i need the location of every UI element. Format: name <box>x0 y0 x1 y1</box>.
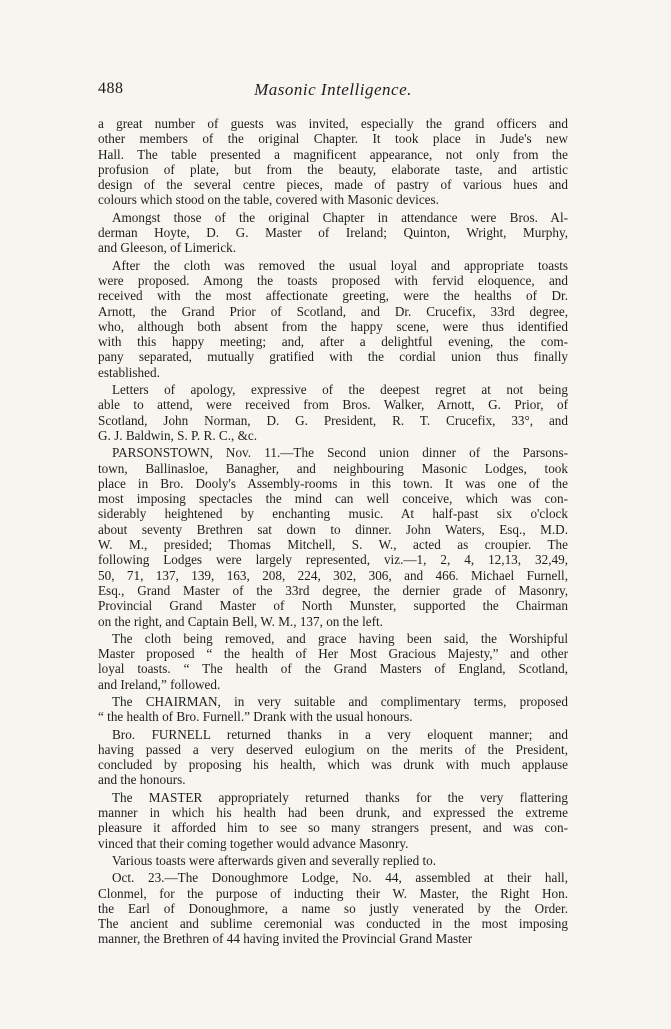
text-line: on the right, and Captain Bell, W. M., 137, on the left. <box>98 613 383 629</box>
text-line: most imposing spectacles the mind can well conceive, which was con- <box>98 491 568 507</box>
text-line: colours which stood on the table, covered with Masonic devices. <box>98 192 439 208</box>
paragraph <box>98 631 568 692</box>
text-line: established. <box>98 364 160 380</box>
text-line: vinced that their coming together would advance Masonry. <box>98 835 409 851</box>
page-number: 488 <box>98 80 124 97</box>
text-line: and the honours. <box>98 772 186 788</box>
text-line: “ the health of Bro. Furnell.” Drank with the usual honours. <box>98 709 413 725</box>
text-line: following Lodges were largely represented, viz.—1, 2, 4, 12,13, 32,49, <box>98 552 568 568</box>
text-line: Letters of apology, expressive of the deepest regret at not being <box>112 382 568 398</box>
text-line: Amongst those of the original Chapter in attendance were Bros. Al- <box>112 209 568 225</box>
text-line: able to attend, were received from Bros. Walker, Arnott, G. Prior, of <box>98 397 568 413</box>
paragraph <box>98 382 568 443</box>
text-line: The CHAIRMAN, in very suitable and complimentary terms, proposed <box>112 693 568 709</box>
text-line: Provincial Grand Master of North Munster, supported the Chairman <box>98 598 568 614</box>
text-line: W. M., presided; Thomas Mitchell, S. W., acted as croupier. The <box>98 537 568 553</box>
running-head <box>98 80 568 106</box>
paragraph <box>98 445 568 629</box>
text-line: Clonmel, for the purpose of inducting their W. Master, the Right Hon. <box>98 885 568 901</box>
text-line: Hall. The table presented a magnificent appearance, not only from the <box>98 146 568 162</box>
text-line: manner in which his health had been drunk, and expressed the extreme <box>98 805 568 821</box>
text-line: the Earl of Donoughmore, a name so justly venerated by the Order. <box>98 900 568 916</box>
text-line: and Ireland,” followed. <box>98 676 221 692</box>
paragraph <box>98 790 568 851</box>
text-line: pleasure it afforded him to see so many strangers present, and was con- <box>98 820 568 836</box>
running-title: Masonic Intelligence. <box>254 80 412 99</box>
text-line: derman Hoyte, D. G. Master of Ireland; Quinton, Wright, Murphy, <box>98 225 568 241</box>
text-line: place in Bro. Dooly's Assembly-rooms in this town. It was one of the <box>98 475 568 491</box>
text-line: pany separated, mutually gratified with the cordial union thus finally <box>98 349 568 365</box>
text-line: Bro. FURNELL returned thanks in a very eloquent manner; and <box>112 726 568 742</box>
text-line: received with the most affectionate greeting, were the healths of Dr. <box>98 288 568 304</box>
text-line: manner, the Brethren of 44 having invited the Provincial Grand Master <box>98 931 473 947</box>
text-line: having passed a very deserved eulogium on the merits of the President, <box>98 741 568 757</box>
body-text <box>98 116 568 947</box>
book-page <box>98 80 568 949</box>
text-line: 50, 71, 137, 139, 163, 208, 224, 302, 306, and 466. Michael Furnell, <box>98 567 568 583</box>
paragraph <box>98 853 568 868</box>
text-line: The cloth being removed, and grace having been said, the Worshipful <box>112 630 568 646</box>
paragraph <box>98 870 568 946</box>
text-line: concluded by proposing his health, which was drunk with much applause <box>98 757 568 773</box>
text-line: were proposed. Among the toasts proposed with fervid eloquence, and <box>98 272 568 288</box>
text-line: a great number of guests was invited, especially the grand officers and <box>98 116 568 131</box>
paragraph <box>98 116 568 208</box>
text-line: Scotland, John Norman, D. G. President, R. T. Crucefix, 33°, and <box>98 412 568 428</box>
paragraph <box>98 727 568 788</box>
text-line: siderably heightened by enchanting music. At half-past six o'clock <box>98 506 568 522</box>
text-line: profusion of plate, but from the beauty, elaborate taste, and artistic <box>98 161 568 177</box>
text-line: Oct. 23.—The Donoughmore Lodge, No. 44, assembled at their hall, <box>112 870 568 886</box>
text-line: Esq., Grand Master of the 33rd degree, the dernier grade of Masonry, <box>98 582 568 598</box>
text-line: Various toasts were afterwards given and severally replied to. <box>112 852 437 868</box>
text-line: other members of the original Chapter. It took place in Jude's new <box>98 131 568 147</box>
paragraph <box>98 694 568 725</box>
paragraph <box>98 258 568 380</box>
text-line: about seventy Brethren sat down to dinner. John Waters, Esq., M.D. <box>98 521 568 537</box>
text-line: design of the several centre pieces, made of pastry of various hues and <box>98 177 568 193</box>
text-line: loyal toasts. “ The health of the Grand Masters of England, Scotland, <box>98 661 568 677</box>
text-line: with this happy meeting; and, after a delightful evening, the com- <box>98 334 568 350</box>
text-line: G. J. Baldwin, S. P. R. C., &c. <box>98 427 258 443</box>
text-line: and Gleeson, of Limerick. <box>98 240 237 256</box>
text-line: who, although both absent from the happy scene, were thus identified <box>98 318 568 334</box>
text-line: The ancient and sublime ceremonial was conducted in the most imposing <box>98 916 568 932</box>
text-line: PARSONSTOWN, Nov. 11.—The Second union dinner of the Parsons- <box>112 445 568 461</box>
text-line: town, Ballinasloe, Banagher, and neighbouring Masonic Lodges, took <box>98 460 568 476</box>
text-line: Master proposed “ the health of Her Most Gracious Majesty,” and other <box>98 646 568 662</box>
paragraph <box>98 210 568 256</box>
text-line: The MASTER appropriately returned thanks for the very flattering <box>112 789 568 805</box>
text-line: After the cloth was removed the usual loyal and appropriate toasts <box>112 257 568 273</box>
text-line: Arnott, the Grand Prior of Scotland, and Dr. Crucefix, 33rd degree, <box>98 303 568 319</box>
